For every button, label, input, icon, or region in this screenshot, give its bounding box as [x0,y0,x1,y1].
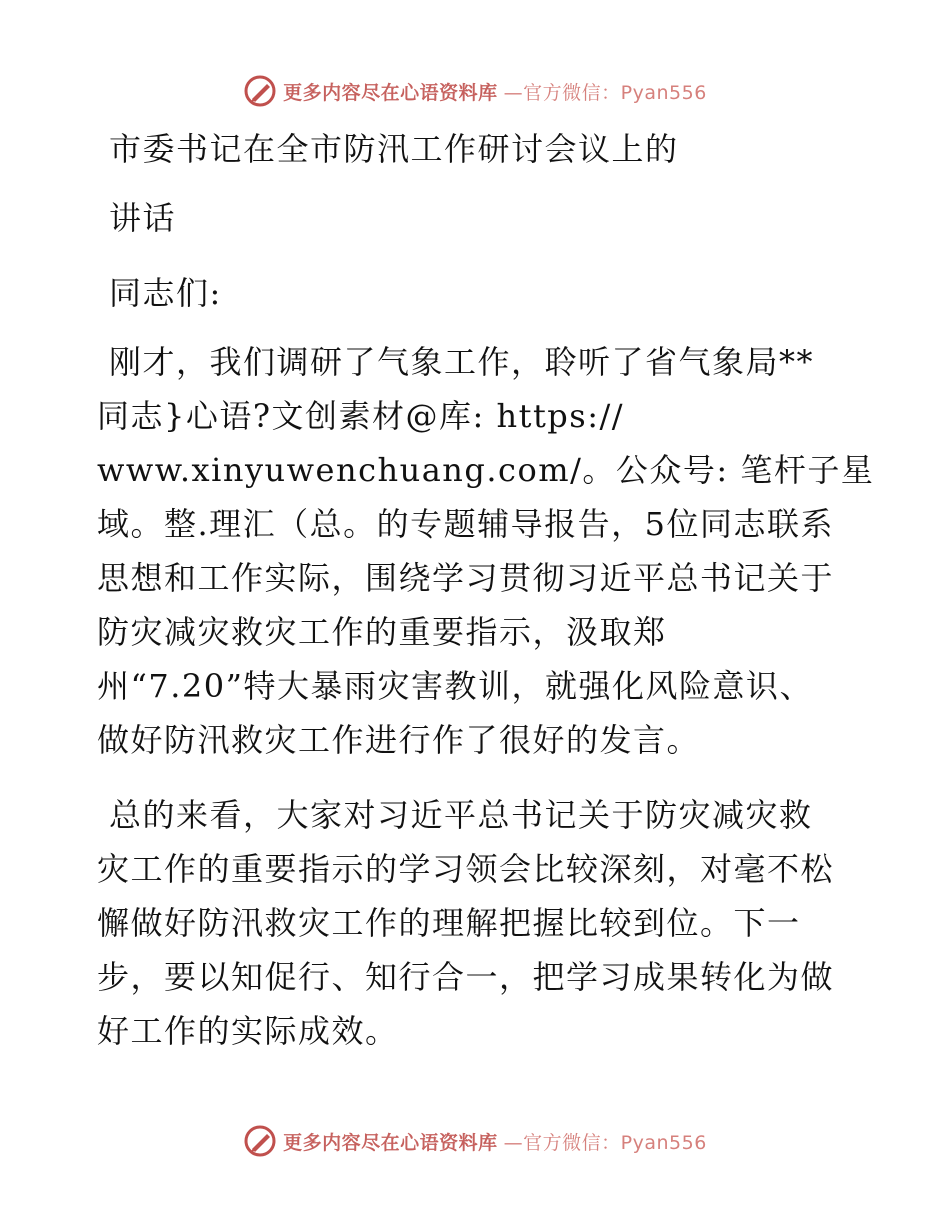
watermark-wechat-text: —官方微信：Pyan556 [503,1131,707,1154]
document-body [97,122,875,1058]
paragraph-2-line: 步，要以知促行、知行合一，把学习成果转化为做 [97,958,835,996]
title-line-2: 讲话 [109,199,177,237]
paragraph-2-line: 好工作的实际成效。 [97,1012,399,1050]
quill-logo-icon [243,74,277,108]
footer-watermark [0,1121,950,1161]
paragraph-1-line: 州“7.20”特大暴雨灾害教训，就强化风险意识、 [97,667,813,705]
salutation: 同志们: [109,274,222,312]
quill-logo-icon [243,1124,277,1158]
watermark-main-text: 更多内容尽在心语资料库 [283,81,498,104]
watermark-wechat-text: —官方微信：Pyan556 [503,81,707,104]
paragraph-1-line: 同志}心语?文创素材@库: https:// [97,397,625,435]
watermark-main-text: 更多内容尽在心语资料库 [283,1131,498,1154]
paragraph-2-line: 总的来看，大家对习近平总书记关于防灾减灾救 [109,796,813,834]
paragraph-2-line: 灾工作的重要指示的学习领会比较深刻，对毫不松 [97,850,835,888]
paragraph-1-line: 刚才，我们调研了气象工作，聆听了省气象局** [109,343,815,381]
title-line-1: 市委书记在全市防汛工作研讨会议上的 [109,130,679,168]
paragraph-2 [97,788,857,1058]
paragraph-1-line: 域。整.理汇（总。的专题辅导报告，5位同志联系 [97,505,835,543]
paragraph-1-line: 思想和工作实际，围绕学习贯彻习近平总书记关于 [97,559,835,597]
paragraph-2-line: 懈做好防汛救灾工作的理解把握比较到位。下一 [97,904,801,942]
paragraph-1 [97,335,875,767]
paragraph-1-line: 做好防汛救灾工作进行作了很好的发言。 [97,721,701,759]
header-watermark [0,71,950,111]
paragraph-1-line: 防灾减灾救灾工作的重要指示，汲取郑 [97,613,667,651]
paragraph-1-line: www.xinyuwenchuang.com/。公众号: 笔杆子星 [97,451,875,489]
